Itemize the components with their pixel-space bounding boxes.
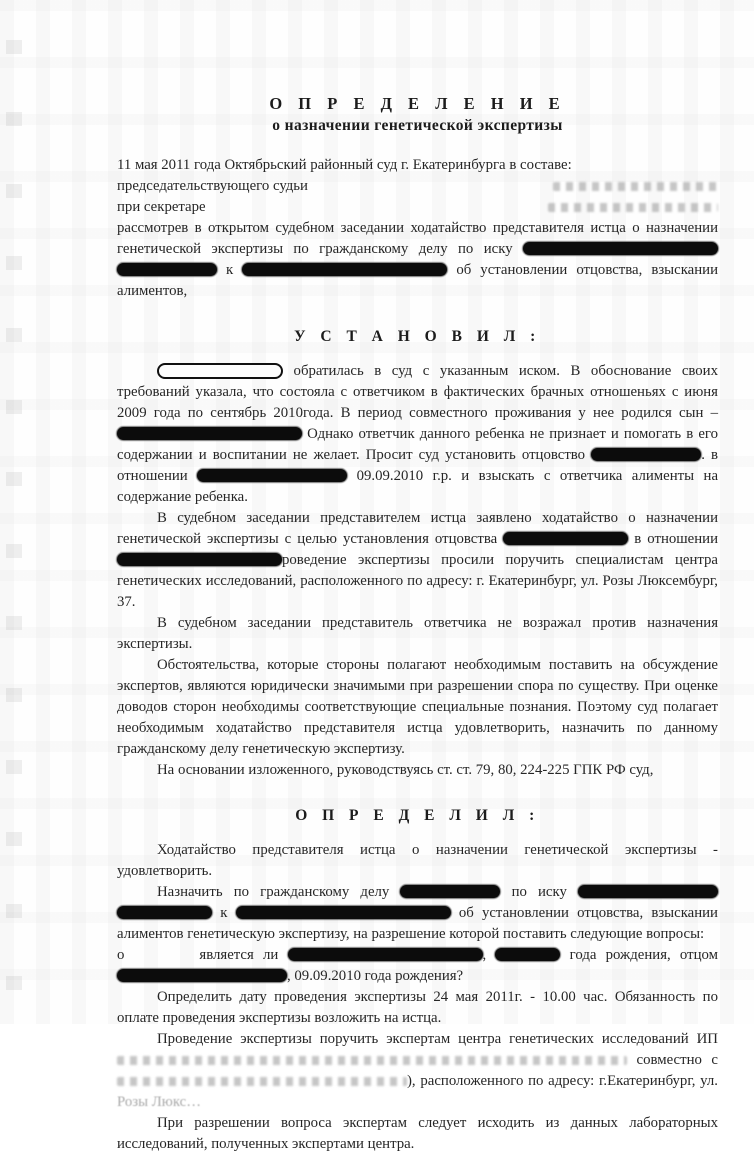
text-run: об установлении отцовства, взыскании алиментов генетическую экспертизу, на разрешение которой поставить следующие вопросы: xyxy=(117,905,718,942)
text-run: В судебном заседании представителем истца заявлено ходатайство о назначении генетической экспертизы с целью установления отцовства xyxy=(117,510,718,547)
text-line-with-illegible-name xyxy=(117,176,718,197)
redaction-oval-outline xyxy=(157,363,283,379)
text-run: председательствующего судьи xyxy=(117,178,308,194)
redaction-bar xyxy=(117,427,302,440)
redaction-bar xyxy=(495,948,560,961)
paragraph xyxy=(117,987,718,1029)
paragraph xyxy=(117,1029,718,1113)
text-run: При разрешении вопроса экспертам следует исходить из данных лабораторных исследований, полученных экспертами центра. xyxy=(117,1115,718,1152)
redaction-bar xyxy=(503,532,628,545)
paragraph xyxy=(117,361,718,508)
text-line-with-illegible-name xyxy=(117,197,718,218)
text-run: На основании изложенного, руководствуясь ст. ст. 79, 80, 224-225 ГПК РФ суд, xyxy=(157,762,654,778)
redaction-bar xyxy=(288,948,483,961)
text-run: Ходатайство представителя истца о назначении генетической экспертизы - удовлетворить. xyxy=(117,842,718,879)
text-run: роведение экспертизы просили поручить специалистам центра генетических исследований, расположенного по адресу: г. Екатеринбург, ул. Розы Люксембург, 37. xyxy=(117,552,718,610)
illegible-redacted-text xyxy=(117,1056,627,1065)
text-run: является ли xyxy=(199,947,288,963)
illegible-redacted-text xyxy=(548,203,718,212)
faded-text: Розы Люкс… xyxy=(117,1094,202,1110)
text-run: . в отношении xyxy=(117,447,719,484)
redaction-bar xyxy=(242,263,447,276)
paragraph xyxy=(117,508,718,613)
text-run: , xyxy=(482,947,496,963)
text-run: Определить дату проведения экспертизы 24 мая 2011г. - 10.00 час. Обязанность по оплате проведения экспертизы возложить на истца. xyxy=(117,989,718,1026)
text-run: обратилась в суд с указанным иском. В обоснование своих требований указала, что состояла с ответчиком в фактических брачных отношеньях с июня 2009 года по сентябрь 2010года. В период совместного проживания у нее родился сын – xyxy=(117,363,718,421)
text-run: к xyxy=(217,262,243,278)
text-run: к xyxy=(212,905,236,921)
text-run: Назначить по гражданскому делу xyxy=(157,884,401,900)
text-run: В судебном заседании представитель ответчика не возражал против назначения экспертизы. xyxy=(117,615,718,652)
paragraph xyxy=(117,655,718,760)
redaction-bar xyxy=(578,885,718,898)
text-run: года рождения, отцом xyxy=(560,947,719,963)
paragraph xyxy=(117,218,718,302)
redaction-bar xyxy=(117,263,217,276)
paragraph xyxy=(117,613,718,655)
paragraph xyxy=(117,1113,718,1155)
redaction-bar xyxy=(117,969,287,982)
paragraph xyxy=(117,760,718,781)
illegible-redacted-text xyxy=(553,182,718,191)
redaction-bar xyxy=(236,906,451,919)
text-run: совместно с xyxy=(627,1052,718,1068)
paragraph xyxy=(117,945,718,987)
text-line: 11 мая 2011 года Октябрьский районный суд г. Екатеринбурга в составе: xyxy=(117,157,572,173)
scanner-edge-artifacts xyxy=(6,40,22,1024)
paragraph xyxy=(117,882,718,945)
document-subtitle: о назначении генетической экспертизы xyxy=(272,117,563,134)
redaction-bar xyxy=(523,242,718,255)
text-run: о xyxy=(117,947,125,963)
document-title: О П Р Е Д Е Л Е Н И Е xyxy=(269,94,566,113)
section-heading: У С Т А Н О В И Л : xyxy=(294,328,541,345)
paragraph xyxy=(117,840,718,882)
text-run: 09.09.2010 г.р. и взыскать с ответчика алименты на содержание ребенка. xyxy=(117,468,719,505)
illegible-redacted-text xyxy=(117,1077,407,1086)
text-run: Обстоятельства, которые стороны полагают необходимым поставить на обсуждение экспертов, являются юридически значимыми при разрешении спора по существу. При оценке доводов сторон необходимы соответствующие специальные познания. Поэтому суд полагает необходимым ходатайство представителя истца удовлетворить, назначить по данному гражданскому делу генетическую экспертизу. xyxy=(117,657,718,757)
text-run: , 09.09.2010 года рождения? xyxy=(287,968,464,984)
redaction-bar xyxy=(117,553,282,566)
text-run: Однако ответчик данного ребенка не признает и помогать в его содержании и воспитании не желает. Просит суд установить отцовство xyxy=(117,426,718,463)
text-run: Проведение экспертизы поручить экспертам центра генетических исследований ИП xyxy=(157,1031,718,1047)
text-run: по иску xyxy=(500,884,579,900)
redaction-bar xyxy=(591,448,701,461)
text-run: в отношении xyxy=(628,531,718,547)
text-run: рассмотрев в открытом судебном заседании ходатайство представителя истца о назначении генетической экспертизы по гражданскому делу по иску xyxy=(117,220,718,257)
redaction-bar xyxy=(197,469,347,482)
text-run: об установлении отцовства, взыскании алиментов, xyxy=(117,262,718,299)
redaction-bar xyxy=(117,906,212,919)
redaction-bar xyxy=(400,885,500,898)
section-heading: О П Р Е Д Е Л И Л : xyxy=(295,807,540,824)
document-body xyxy=(117,155,718,1155)
text-run: ), расположенного по адресу: г.Екатеринбург, ул. xyxy=(407,1073,718,1089)
text-run: при секретаре xyxy=(117,199,206,215)
